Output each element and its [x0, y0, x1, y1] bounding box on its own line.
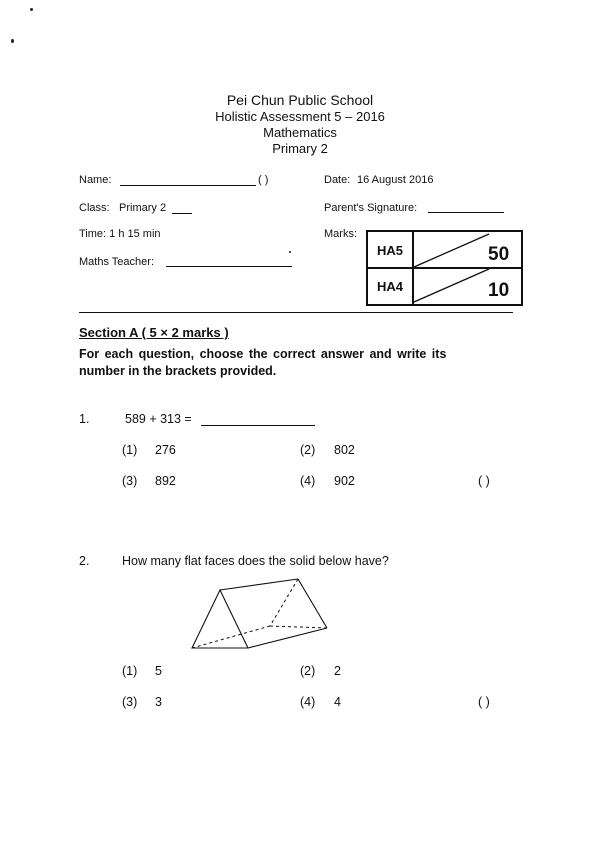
question-1-answer-line[interactable]: [201, 425, 315, 426]
q1-option-2-num: (2): [300, 443, 316, 457]
q1-option-4-num: (4): [300, 474, 316, 488]
scan-speck: [30, 8, 33, 11]
school-name: Pei Chun Public School: [226, 92, 374, 108]
question-1-text: 589 + 313 =: [125, 412, 192, 426]
q1-option-3-num: (3): [122, 474, 138, 488]
question-1-answer-bracket[interactable]: ( ): [478, 474, 490, 488]
question-2-answer-bracket[interactable]: ( ): [478, 695, 490, 709]
q1-option-2-text: 802: [334, 443, 355, 457]
class-label: Class:: [79, 202, 110, 214]
marks-table: [366, 230, 523, 306]
question-2-number: 2.: [79, 554, 90, 568]
triangular-prism-icon: [186, 574, 334, 654]
q2-option-3-text: 3: [155, 695, 162, 709]
scan-speck: [289, 251, 291, 253]
q1-option-1-num: (1): [122, 443, 138, 457]
name-field[interactable]: [120, 185, 256, 186]
q2-option-2-num: (2): [300, 664, 316, 678]
parent-signature-field[interactable]: [428, 212, 504, 213]
class-field[interactable]: [172, 213, 192, 214]
section-instructions-line2: number in the brackets provided.: [79, 364, 277, 378]
subject-title: Mathematics: [263, 125, 337, 140]
marks-row-ha4-value: 10: [488, 280, 510, 301]
level-title: Primary 2: [272, 141, 328, 156]
q2-option-2-text: 2: [334, 664, 341, 678]
scan-speck: [11, 39, 14, 43]
q2-option-4-text: 4: [334, 695, 341, 709]
parent-signature-label: Parent's Signature:: [324, 202, 418, 214]
maths-teacher-field[interactable]: [166, 266, 292, 267]
class-value: Primary 2: [119, 202, 167, 214]
q2-option-3-num: (3): [122, 695, 138, 709]
date-value: 16 August 2016: [357, 174, 434, 186]
q1-option-1-text: 276: [155, 443, 176, 457]
assessment-title: Holistic Assessment 5 – 2016: [215, 109, 385, 124]
q2-option-4-num: (4): [300, 695, 316, 709]
marks-row-ha5-label: HA5: [377, 243, 404, 258]
header-divider: [79, 312, 513, 313]
q2-option-1-num: (1): [122, 664, 138, 678]
question-2-text: How many flat faces does the solid below have?: [122, 554, 389, 568]
register-number-paren: ( ): [258, 174, 269, 186]
date-label: Date:: [324, 174, 351, 186]
section-instructions-line1: For each question, choose the correct answer and write its: [79, 347, 447, 361]
maths-teacher-label: Maths Teacher:: [79, 256, 155, 268]
marks-label: Marks:: [324, 228, 357, 240]
marks-row-ha4-label: HA4: [377, 279, 404, 294]
q1-option-3-text: 892: [155, 474, 176, 488]
time-label: Time: 1 h 15 min: [79, 228, 161, 240]
question-1-number: 1.: [79, 412, 90, 426]
name-label: Name:: [79, 174, 112, 186]
q1-option-4-text: 902: [334, 474, 355, 488]
section-title: Section A ( 5 × 2 marks ): [79, 325, 229, 340]
marks-row-ha5-value: 50: [488, 244, 510, 265]
q2-option-1-text: 5: [155, 664, 162, 678]
